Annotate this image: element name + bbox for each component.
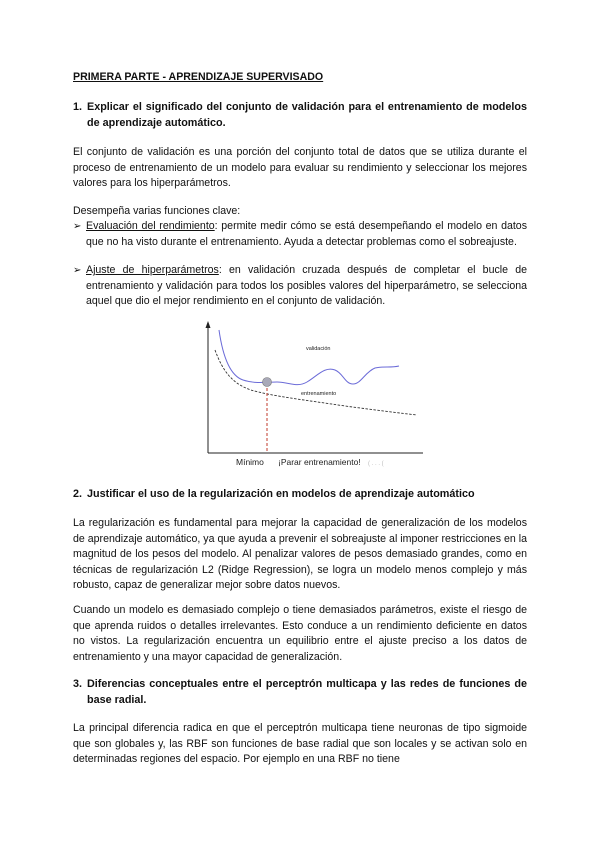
bullet-hyperparameters-term: Ajuste de hiperparámetros xyxy=(86,264,219,276)
question-3-paragraph: La principal diferencia radica en que el perceptrón multicapa tiene neuronas de tipo sigmoide que son globales y, las RBF son funciones de base radial que son locales y se activan solo en determinadas regiones del espacio. Por ejemplo en una RBF no tiene xyxy=(73,722,527,765)
question-1-heading xyxy=(73,100,527,131)
functions-intro: Desempeña varias funciones clave: xyxy=(73,205,241,217)
bullet-hyperparameters-text: : en validación cruzada después de completar el bucle de entrenamiento y validación para todos los posibles valores del hiperparámetro, se selecciona aquel que dio el mejor rendimiento en el conjunto de validación. xyxy=(86,264,528,307)
validation-curve-figure xyxy=(185,318,435,478)
question-3-heading xyxy=(73,677,527,708)
training-label: entrenamiento xyxy=(301,391,337,397)
arrow-bullet-icon: ➢ xyxy=(73,265,82,276)
bullet-evaluation-term: Evaluación del rendimiento xyxy=(86,220,215,232)
minimum-label: Mínimo xyxy=(236,457,264,467)
question-1-number: 1. xyxy=(73,101,83,113)
part-title: PRIMERA PARTE - APRENDIZAJE SUPERVISADO xyxy=(73,71,324,83)
question-2-paragraph-1: La regularización es fundamental para mejorar la capacidad de generalización de los modelos de aprendizaje automático, ya que ayuda a prevenir el sobreajuste al imponer restricciones en la magnitud de los pesos del modelo. Al penalizar valores de pesos demasiado grandes, como en técnicas de regularización L2 (Ridge Regression), se logra un modelo menos complejo y más robusto, capaz de generalizar mejor sobre datos nuevos. xyxy=(73,517,527,591)
validation-label: validación xyxy=(306,346,331,352)
stop-training-label: ¡Parar entrenamiento! xyxy=(278,457,361,467)
question-1-title: Explicar el significado del conjunto de validación para el entrenamiento de modelos de aprendizaje automático. xyxy=(87,101,527,129)
question-3-title: Diferencias conceptuales entre el perceptrón multicapa y las redes de funciones de base radial. xyxy=(87,678,527,706)
arrow-bullet-icon: ➢ xyxy=(73,221,82,232)
minimum-marker xyxy=(263,378,272,387)
question-2-number: 2. xyxy=(73,488,83,500)
question-1-paragraph: El conjunto de validación es una porción del conjunto total de datos que se utiliza durante el proceso de entrenamiento de un modelo para evaluar su rendimiento y seleccionar los mejores valores para los hiperparámetros. xyxy=(73,146,527,189)
bullet-hyperparameters xyxy=(73,263,527,310)
question-2-title: Justificar el uso de la regularización en modelos de aprendizaje automático xyxy=(87,488,475,500)
question-2-heading xyxy=(73,487,527,503)
faint-trailing-label: ( . . . ( xyxy=(368,461,384,467)
training-curve xyxy=(215,350,417,415)
question-2-paragraph-2: Cuando un modelo es demasiado complejo o tiene demasiados parámetros, existe el riesgo de que aprenda ruidos o detalles irrelevantes. Esto conduce a un rendimiento deficiente en datos no vistos. La regularización encuentra un equilibrio entre el ajuste preciso a los datos de entrenamiento y una mayor capacidad de generalización. xyxy=(73,604,527,663)
bullet-evaluation-text: : permite medir cómo se está desempeñando el modelo en datos que no ha visto durante el entrenamiento. Ayuda a detectar problemas como el sobreajuste. xyxy=(86,220,527,248)
validation-curve xyxy=(219,330,399,385)
question-3-number: 3. xyxy=(73,678,83,690)
bullet-evaluation xyxy=(73,219,527,250)
y-axis-arrow-icon xyxy=(206,321,211,328)
